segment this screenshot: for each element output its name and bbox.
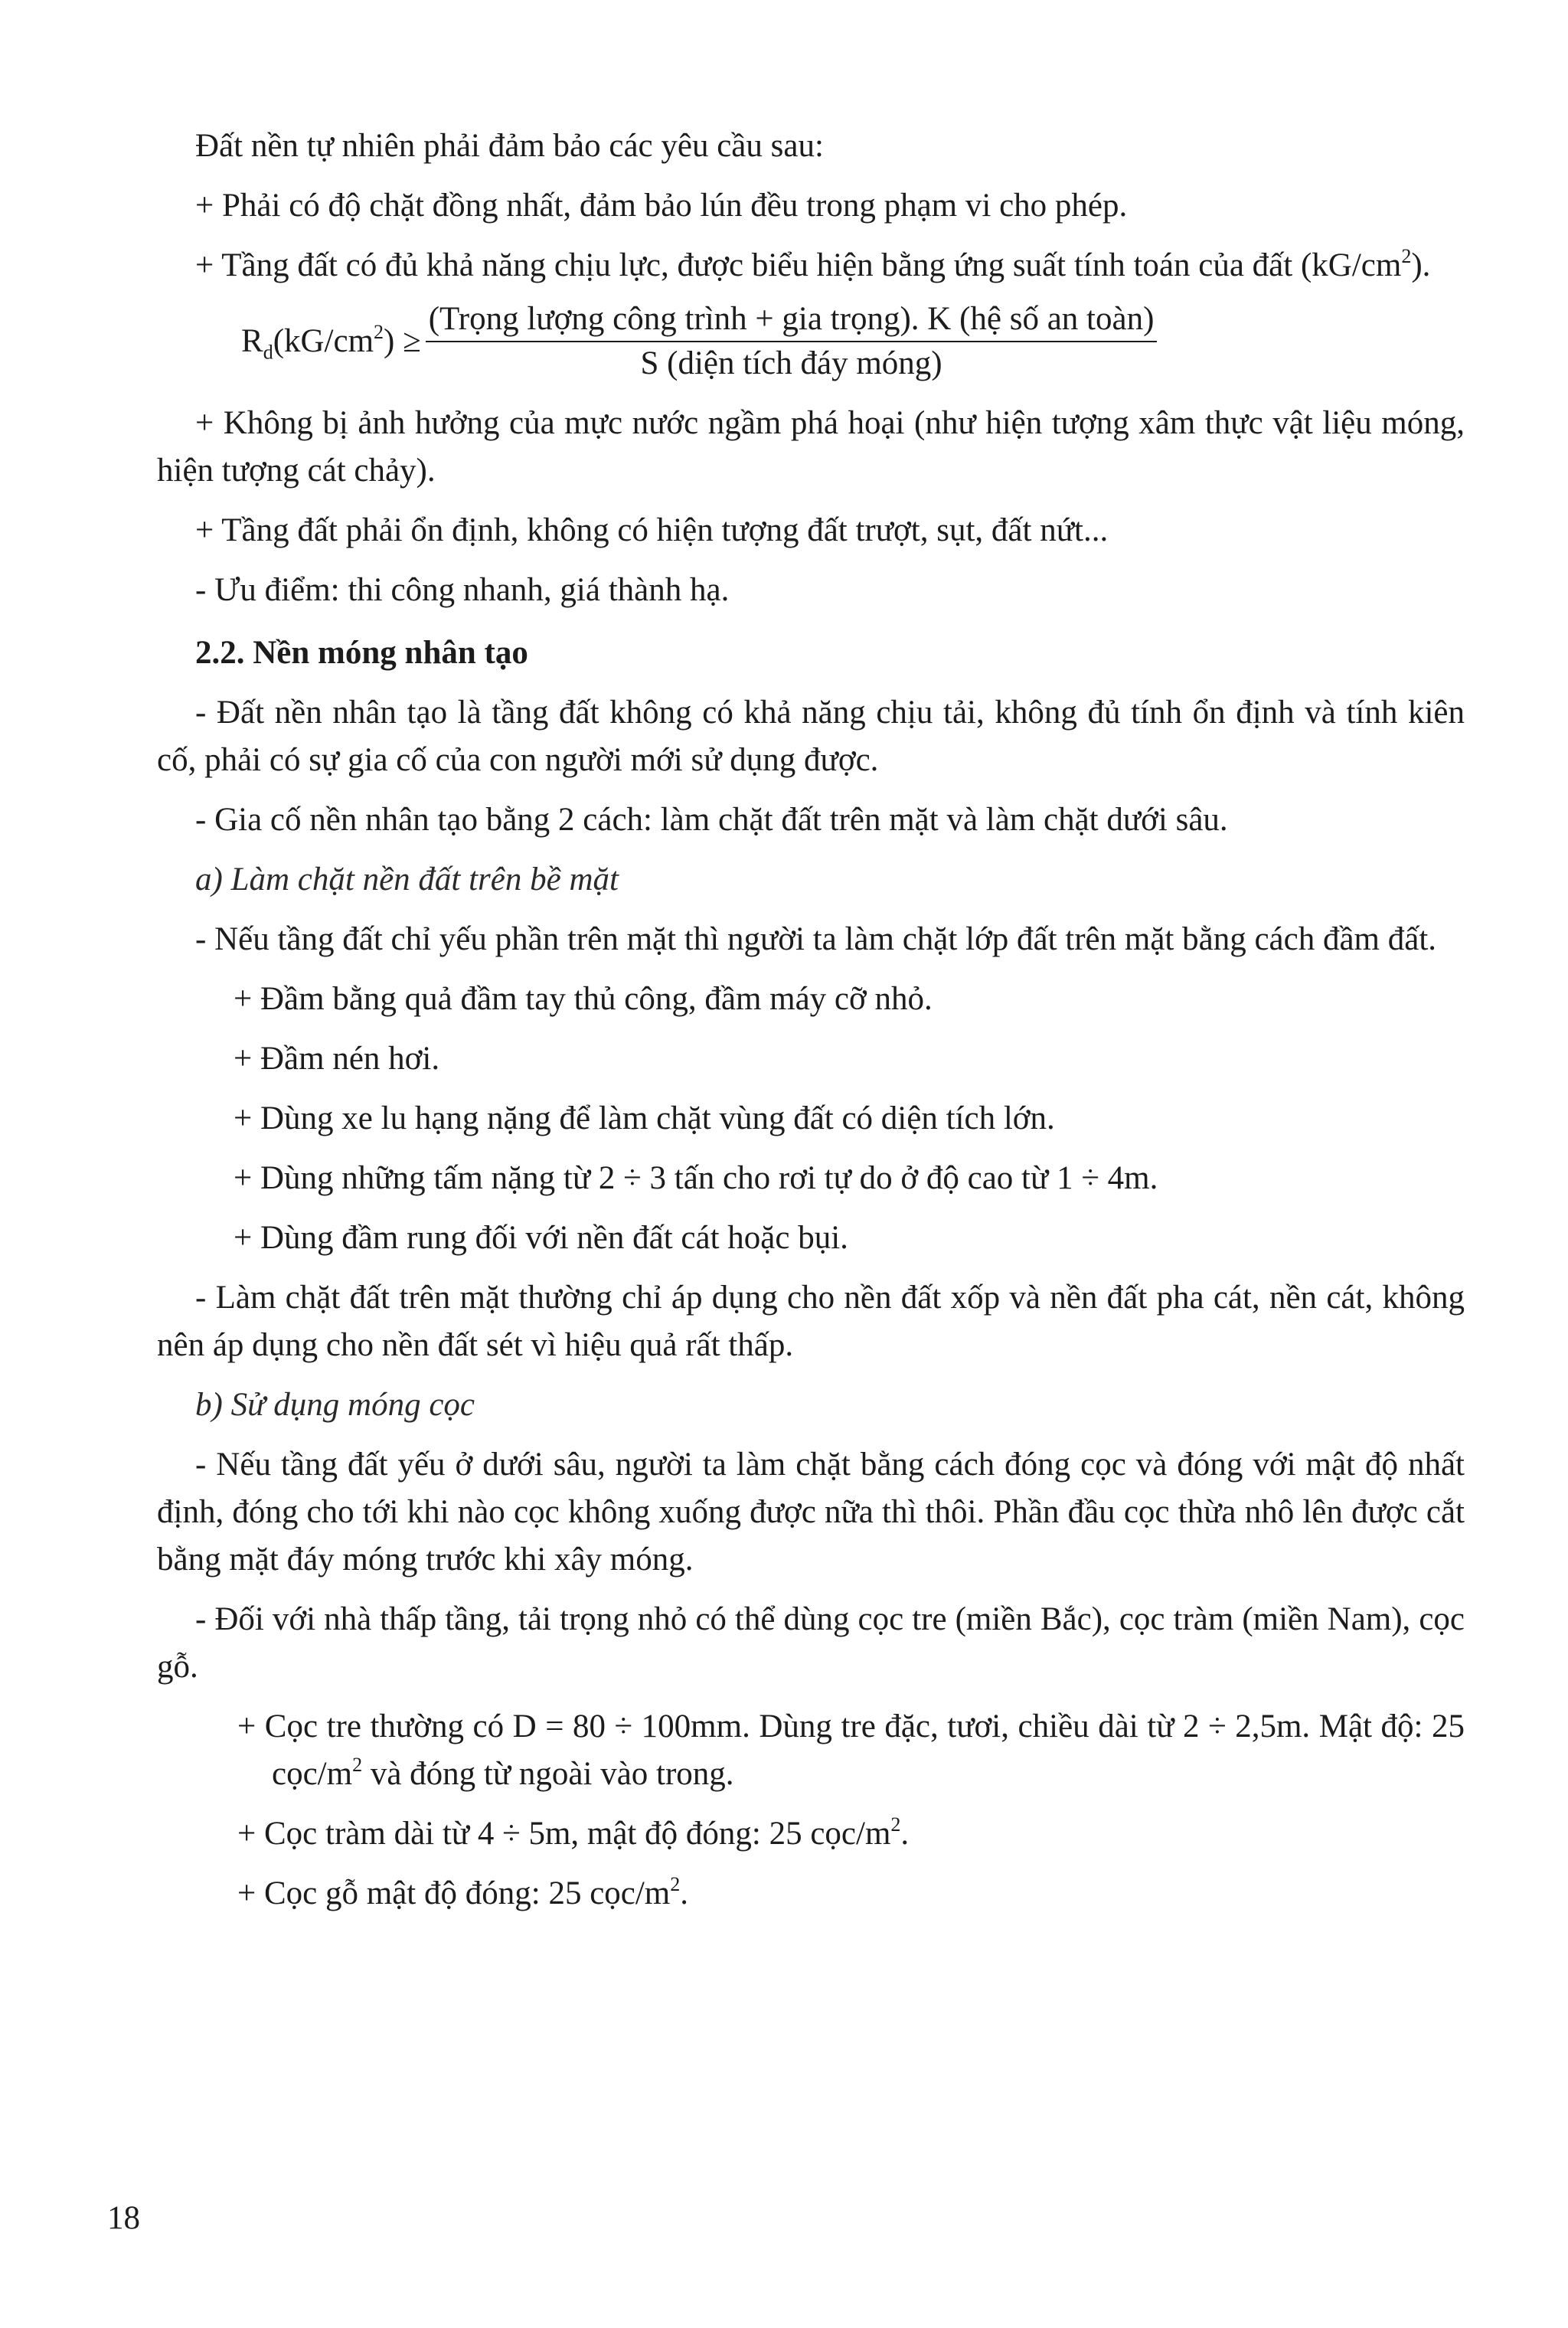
artificial-foundation-definition: - Đất nền nhân tạo là tầng đất không có khả năng chịu tải, không đủ tính ổn định và tính kiên cố, phải có sự gia cố của con người mới sử dụng được. xyxy=(157,695,1465,778)
compaction-method-5: + Dùng đầm rung đối với nền đất cát hoặc bụi. xyxy=(234,1220,848,1256)
surface-compaction-scope: - Làm chặt đất trên mặt thường chỉ áp dụng cho nền đất xốp và nền đất pha cát, nền cát, không nên áp dụng cho nền đất sét vì hiệu quả rất thấp. xyxy=(157,1280,1465,1363)
page-content xyxy=(157,123,1465,1918)
subheading-a: a) Làm chặt nền đất trên bề mặt xyxy=(195,862,619,898)
requirement-bearing-capacity: + Tầng đất có đủ khả năng chịu lực, được biểu hiện bằng ứng suất tính toán của đất $(kG/cm^2)$. xyxy=(195,244,1431,283)
page-number: 18 xyxy=(107,2200,140,2236)
pile-driving-paragraph: - Nếu tầng đất yếu ở dưới sâu, người ta làm chặt bằng cách đóng cọc và đóng với mật độ nhất định, đóng cho tới khi nào cọc không xuống được nữa thì thôi. Phần đầu cọc thừa nhô lên được cắt bằng mặt đáy móng trước khi xây móng. xyxy=(157,1447,1465,1578)
compaction-method-3: + Dùng xe lu hạng nặng để làm chặt vùng đất có diện tích lớn. xyxy=(234,1100,1055,1136)
bamboo-pile-item: + Cọc tre thường có D = 80 ÷ 100mm. Dùng tre đặc, tươi, chiều dài từ 2 ÷ 2,5m. Mật độ: 25 cọc/$m^2$ và đóng từ ngoài vào trong. xyxy=(237,1708,1465,1792)
bearing-formula xyxy=(241,296,1465,387)
low-rise-piles-paragraph: - Đối với nhà thấp tầng, tải trọng nhỏ có thể dùng cọc tre (miền Bắc), cọc tràm (miền Nam), cọc gỗ. xyxy=(157,1601,1465,1685)
formula-fraction xyxy=(426,298,1158,385)
surface-compaction-paragraph: - Nếu tầng đất chỉ yếu phần trên mặt thì người ta làm chặt lớp đất trên mặt bằng cách đầm đất. xyxy=(195,921,1437,957)
compaction-method-2: + Đầm nén hơi. xyxy=(234,1041,440,1077)
subheading-b: b) Sử dụng móng cọc xyxy=(195,1387,475,1423)
advantages-paragraph: - Ưu điểm: thi công nhanh, giá thành hạ. xyxy=(195,572,730,608)
formula-numerator: (Trọng lượng công trình + gia trọng). K (hệ số an toàn) xyxy=(428,301,1155,337)
intro-paragraph: Đất nền tự nhiên phải đảm bảo các yêu cầu sau: xyxy=(195,128,824,164)
compaction-method-4: + Dùng những tấm nặng từ 2 ÷ 3 tấn cho rơi tự do ở độ cao từ 1 ÷ 4m. xyxy=(234,1160,1158,1196)
section-heading-2-2: 2.2. Nền móng nhân tạo xyxy=(195,635,528,671)
reinforcement-methods: - Gia cố nền nhân tạo bằng 2 cách: làm chặt đất trên mặt và làm chặt dưới sâu. xyxy=(195,802,1228,838)
timber-pile-item: + Cọc gỗ mật độ đóng: 25 cọc/$m^2$. xyxy=(237,1872,689,1911)
formula-lhs: $R_d(kG/cm^2)$ ≥ xyxy=(241,320,421,364)
requirement-groundwater: + Không bị ảnh hưởng của mực nước ngầm phá hoại (như hiện tượng xâm thực vật liệu móng, hiện tượng cát chảy). xyxy=(157,405,1465,489)
compaction-method-1: + Đầm bằng quả đầm tay thủ công, đầm máy cỡ nhỏ. xyxy=(234,981,933,1017)
requirement-stability: + Tầng đất phải ổn định, không có hiện tượng đất trượt, sụt, đất nứt... xyxy=(195,512,1109,548)
requirement-uniform-density: + Phải có độ chặt đồng nhất, đảm bảo lún đều trong phạm vi cho phép. xyxy=(195,188,1128,224)
cajuput-pile-item: + Cọc tràm dài từ 4 ÷ 5m, mật độ đóng: 25 cọc/$m^2$. xyxy=(237,1813,910,1852)
formula-denominator: S (diện tích đáy móng) xyxy=(640,345,942,381)
